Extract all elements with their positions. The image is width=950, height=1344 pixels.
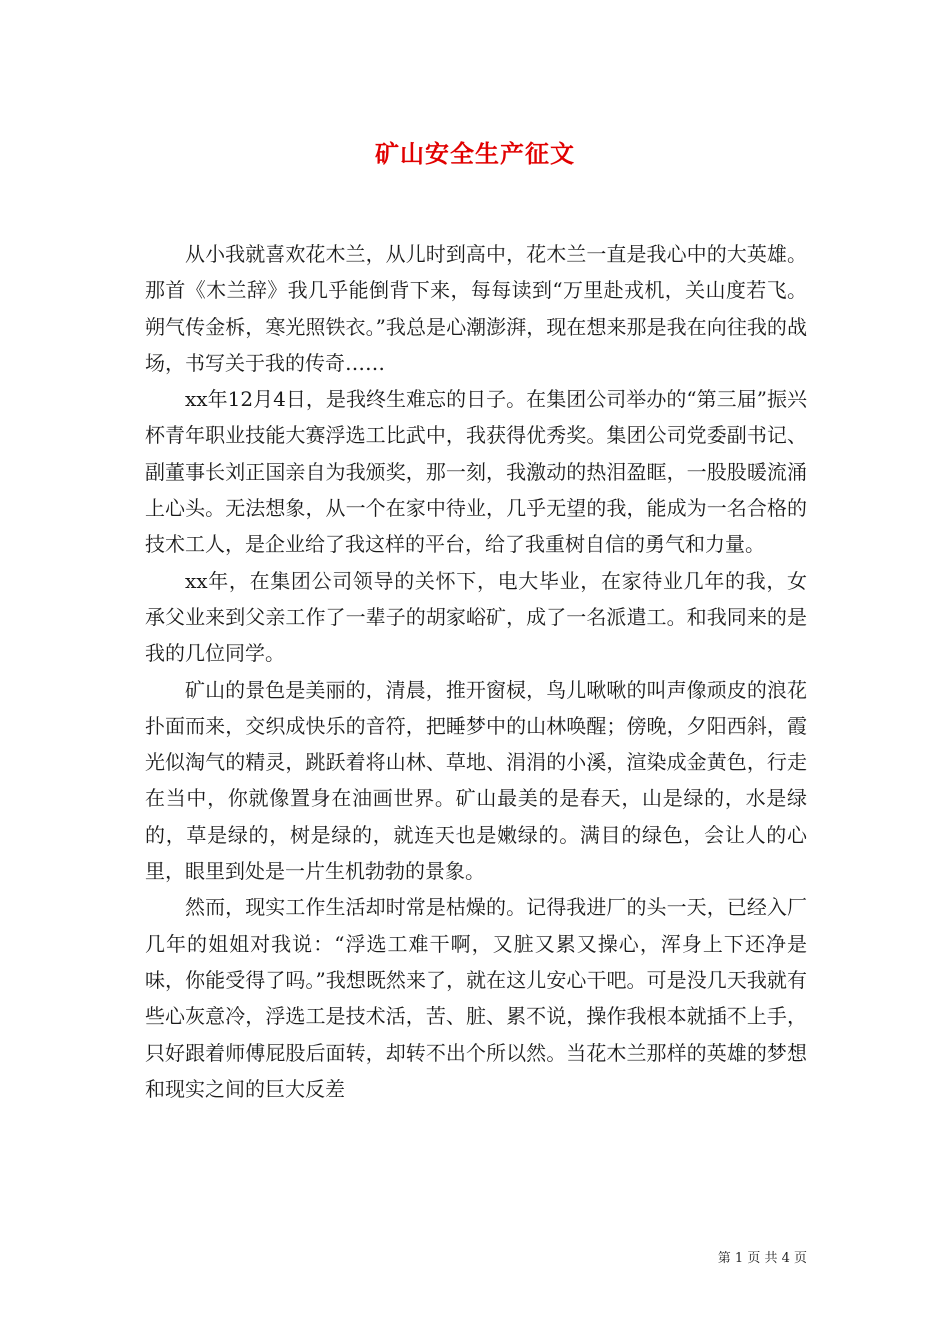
paragraph: 矿山的景色是美丽的，清晨，推开窗棂，鸟儿啾啾的叫声像顽皮的浪花扑面而来，交织成快乐的音符，把睡梦中的山林唤醒；傍晚，夕阳西斜，霞光似淘气的精灵，跳跃着将山林、草地、涓涓的小溪，渲染成金黄色，行走在当中，你就像置身在油画世界。矿山最美的是春天，山是绿的，水是绿的，草是绿的，树是绿的，就连天也是嫩绿的。满目的绿色，会让人的心里，眼里到处是一片生机勃勃的景象。	[145, 677, 807, 884]
paragraph: 然而，现实工作生活却时常是枯燥的。记得我进厂的头一天，已经入厂几年的姐姐对我说：“浮选工难干啊，又脏又累又操心，浑身上下还净是味，你能受得了吗。”我想既然来了，就在这儿安心干吧。可是没几天我就有些心灰意冷，浮选工是技术活，苦、脏、累不说，操作我根本就插不上手，只好跟着师傅屁股后面转，却转不出个所以然。当花木兰那样的英雄的梦想和现实之间的巨大反差	[145, 895, 807, 1101]
article-body	[145, 236, 807, 1107]
paragraph: 从小我就喜欢花木兰，从儿时到高中，花木兰一直是我心中的大英雄。那首《木兰辞》我几乎能倒背下来，每每读到“万里赴戎机，关山度若飞。朔气传金柝，寒光照铁衣。”我总是心潮澎湃，现在想来那是我在向往我的战场，书写关于我的传奇……	[145, 242, 807, 375]
paragraph: xx年12月4日，是我终生难忘的日子。在集团公司举办的“第三届”振兴杯青年职业技能大赛浮选工比武中，我获得优秀奖。集团公司党委副书记、副董事长刘正国亲自为我颁奖，那一刻，我激动的热泪盈眶，一股股暖流涌上心头。无法想象，从一个在家中待业，几乎无望的我，能成为一名合格的技术工人，是企业给了我这样的平台，给了我重树自信的勇气和力量。	[145, 387, 807, 557]
page-title: 矿山安全生产征文	[375, 139, 575, 168]
paragraph: xx年，在集团公司领导的关怀下，电大毕业，在家待业几年的我，女承父业来到父亲工作了一辈子的胡家峪矿，成了一名派遣工。和我同来的是我的几位同学。	[145, 568, 807, 666]
page-number-footer: 第 1 页 共 4 页	[717, 1251, 807, 1266]
